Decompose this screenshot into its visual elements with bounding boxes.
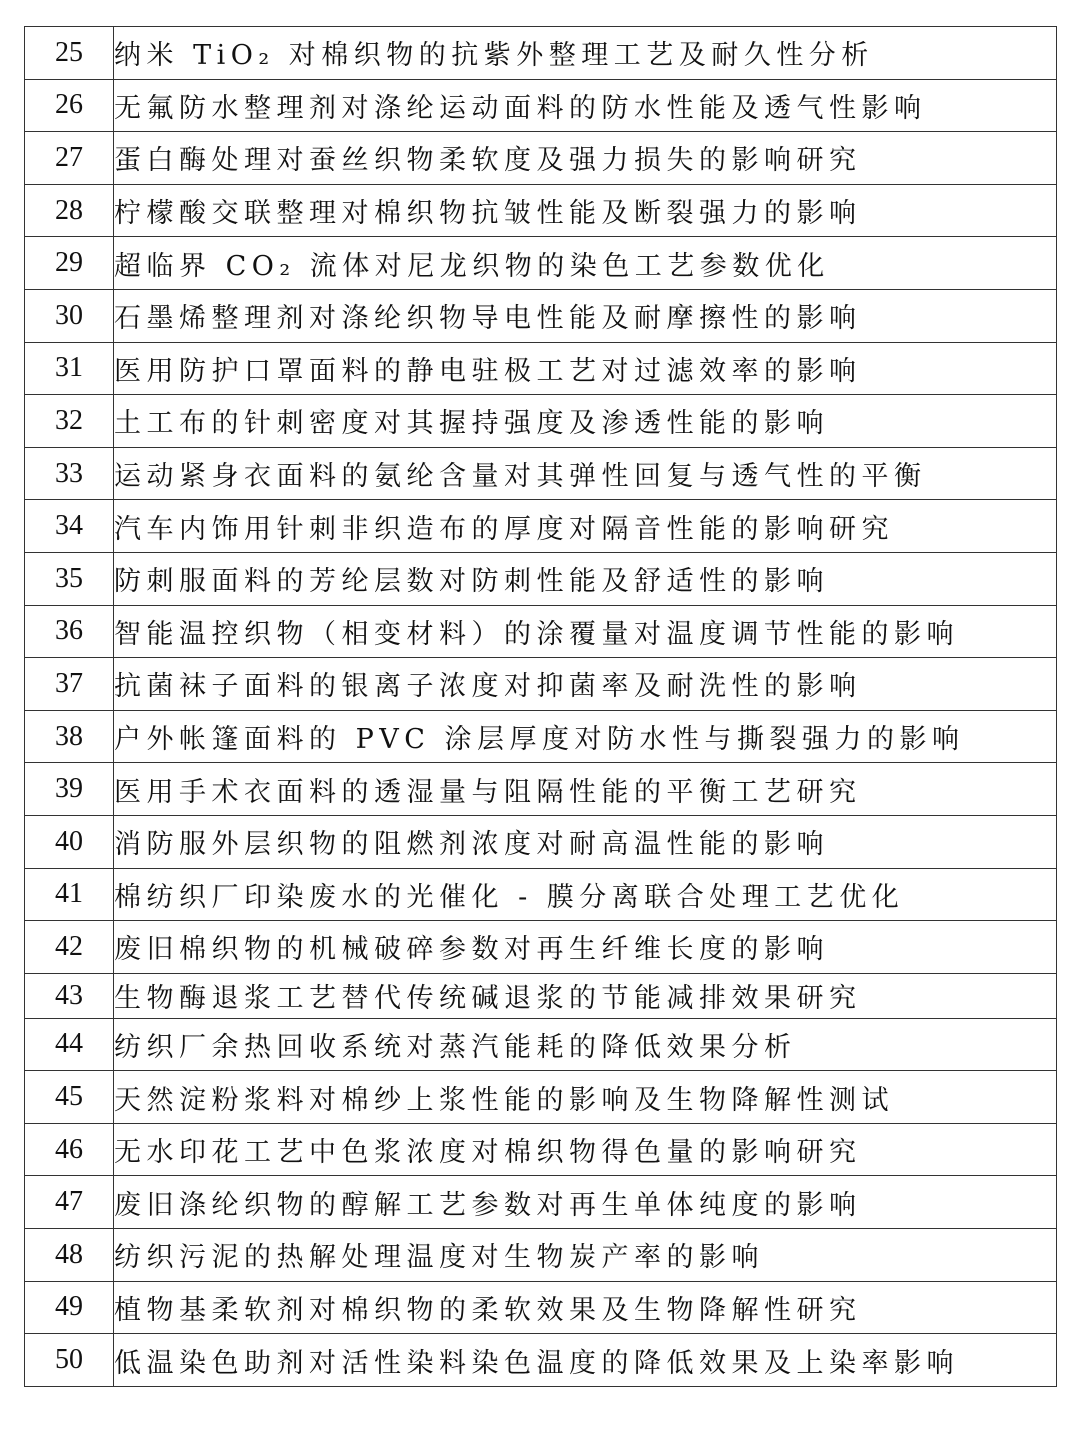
topic-title: 抗菌袜子面料的银离子浓度对抑菌率及耐洗性的影响: [114, 658, 1057, 711]
row-number: 44: [25, 1018, 114, 1071]
row-number: 26: [25, 79, 114, 132]
row-number: 36: [25, 605, 114, 658]
table-row: [25, 1018, 1057, 1071]
table-row: [25, 184, 1057, 237]
row-number: 42: [25, 921, 114, 974]
row-number: 37: [25, 658, 114, 711]
row-number: 31: [25, 342, 114, 395]
topic-title: 纺织厂余热回收系统对蒸汽能耗的降低效果分析: [114, 1018, 1057, 1071]
table-row: [25, 710, 1057, 763]
topic-title: 纺织污泥的热解处理温度对生物炭产率的影响: [114, 1229, 1057, 1282]
topic-title: 医用防护口罩面料的静电驻极工艺对过滤效率的影响: [114, 342, 1057, 395]
topic-table-body: [25, 27, 1057, 1387]
row-number: 28: [25, 184, 114, 237]
row-number: 34: [25, 500, 114, 553]
topic-title: 医用手术衣面料的透湿量与阻隔性能的平衡工艺研究: [114, 763, 1057, 816]
row-number: 49: [25, 1281, 114, 1334]
table-row: [25, 395, 1057, 448]
row-number: 50: [25, 1334, 114, 1387]
table-row: [25, 815, 1057, 868]
topic-title: 汽车内饰用针刺非织造布的厚度对隔音性能的影响研究: [114, 500, 1057, 553]
topic-title: 天然淀粉浆料对棉纱上浆性能的影响及生物降解性测试: [114, 1071, 1057, 1124]
topic-title: 防刺服面料的芳纶层数对防刺性能及舒适性的影响: [114, 552, 1057, 605]
topic-title: 石墨烯整理剂对涤纶织物导电性能及耐摩擦性的影响: [114, 289, 1057, 342]
table-row: [25, 552, 1057, 605]
topic-table-page: [24, 26, 1057, 1387]
topic-title: 棉纺织厂印染废水的光催化 - 膜分离联合处理工艺优化: [114, 868, 1057, 921]
row-number: 29: [25, 237, 114, 290]
table-row: [25, 868, 1057, 921]
row-number: 48: [25, 1229, 114, 1282]
table-row: [25, 921, 1057, 974]
topic-table: [24, 26, 1057, 1387]
topic-title: 植物基柔软剂对棉织物的柔软效果及生物降解性研究: [114, 1281, 1057, 1334]
row-number: 43: [25, 973, 114, 1018]
topic-title: 纳米 TiO₂ 对棉织物的抗紫外整理工艺及耐久性分析: [114, 27, 1057, 80]
topic-title: 无氟防水整理剂对涤纶运动面料的防水性能及透气性影响: [114, 79, 1057, 132]
table-row: [25, 605, 1057, 658]
row-number: 27: [25, 132, 114, 185]
row-number: 47: [25, 1176, 114, 1229]
topic-title: 废旧棉织物的机械破碎参数对再生纤维长度的影响: [114, 921, 1057, 974]
table-row: [25, 237, 1057, 290]
table-row: [25, 500, 1057, 553]
topic-title: 柠檬酸交联整理对棉织物抗皱性能及断裂强力的影响: [114, 184, 1057, 237]
row-number: 46: [25, 1123, 114, 1176]
row-number: 39: [25, 763, 114, 816]
topic-title: 消防服外层织物的阻燃剂浓度对耐高温性能的影响: [114, 815, 1057, 868]
table-row: [25, 1123, 1057, 1176]
topic-title: 生物酶退浆工艺替代传统碱退浆的节能减排效果研究: [114, 973, 1057, 1018]
table-row: [25, 79, 1057, 132]
table-row: [25, 1229, 1057, 1282]
row-number: 30: [25, 289, 114, 342]
table-row: [25, 1281, 1057, 1334]
row-number: 33: [25, 447, 114, 500]
row-number: 35: [25, 552, 114, 605]
table-row: [25, 1334, 1057, 1387]
row-number: 41: [25, 868, 114, 921]
topic-title: 废旧涤纶织物的醇解工艺参数对再生单体纯度的影响: [114, 1176, 1057, 1229]
table-row: [25, 1176, 1057, 1229]
row-number: 40: [25, 815, 114, 868]
table-row: [25, 973, 1057, 1018]
topic-title: 无水印花工艺中色浆浓度对棉织物得色量的影响研究: [114, 1123, 1057, 1176]
row-number: 32: [25, 395, 114, 448]
topic-title: 土工布的针刺密度对其握持强度及渗透性能的影响: [114, 395, 1057, 448]
topic-title: 低温染色助剂对活性染料染色温度的降低效果及上染率影响: [114, 1334, 1057, 1387]
table-row: [25, 342, 1057, 395]
table-row: [25, 27, 1057, 80]
topic-title: 运动紧身衣面料的氨纶含量对其弹性回复与透气性的平衡: [114, 447, 1057, 500]
table-row: [25, 447, 1057, 500]
table-row: [25, 1071, 1057, 1124]
topic-title: 户外帐篷面料的 PVC 涂层厚度对防水性与撕裂强力的影响: [114, 710, 1057, 763]
table-row: [25, 289, 1057, 342]
row-number: 45: [25, 1071, 114, 1124]
topic-title: 蛋白酶处理对蚕丝织物柔软度及强力损失的影响研究: [114, 132, 1057, 185]
row-number: 25: [25, 27, 114, 80]
table-row: [25, 763, 1057, 816]
topic-title: 超临界 CO₂ 流体对尼龙织物的染色工艺参数优化: [114, 237, 1057, 290]
table-row: [25, 658, 1057, 711]
row-number: 38: [25, 710, 114, 763]
topic-title: 智能温控织物（相变材料）的涂覆量对温度调节性能的影响: [114, 605, 1057, 658]
table-row: [25, 132, 1057, 185]
